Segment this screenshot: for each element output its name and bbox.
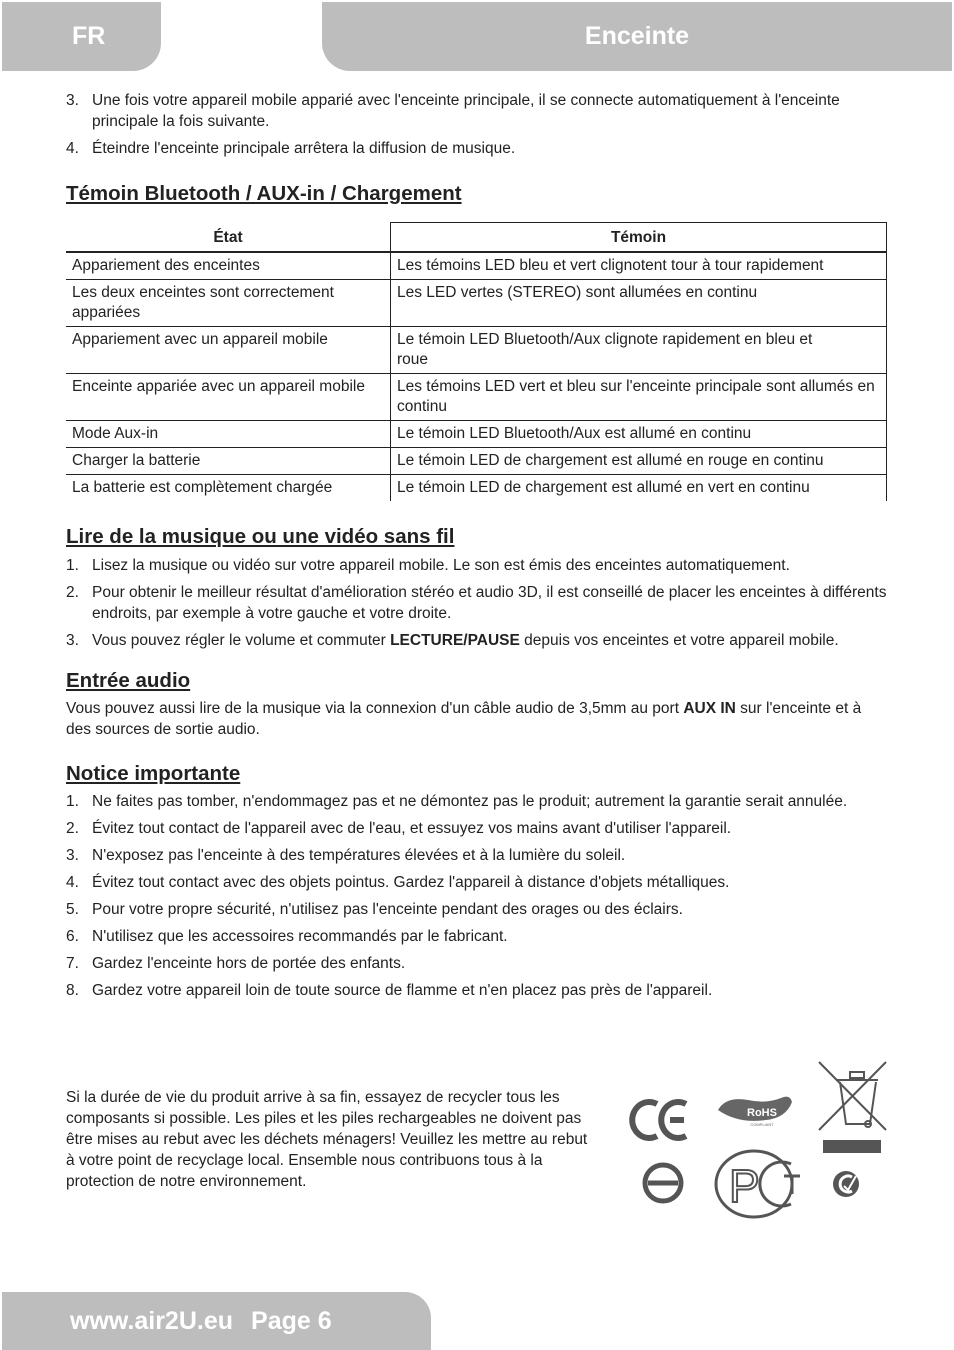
list-item	[66, 926, 888, 947]
table-cell: La batterie est complètement chargée	[66, 475, 391, 502]
item-number: 2.	[66, 820, 79, 837]
list-item	[66, 818, 888, 839]
table-cell: Appariement des enceintes	[66, 252, 391, 280]
c-tick-icon	[833, 1171, 859, 1197]
item-number: 3.	[66, 632, 79, 649]
audio-heading: Entrée audio	[66, 669, 191, 692]
item-text: Gardez l'enceinte hors de portée des enfants.	[92, 955, 406, 972]
item-text: N'exposez pas l'enceinte à des températures élevées et à la lumière du soleil.	[92, 847, 626, 864]
table-row	[66, 252, 887, 280]
list-item	[66, 555, 888, 576]
footer-tab	[2, 1292, 431, 1350]
list-item	[66, 791, 888, 812]
table-cell: Les témoins LED vert et bleu sur l'enceinte principale sont allumés en continu	[391, 374, 887, 421]
language-tab	[2, 2, 161, 71]
eac-gost-icon	[645, 1165, 681, 1201]
item-text: Éteindre l'enceinte principale arrêtera la diffusion de musique.	[92, 140, 516, 157]
play-pause-label: LECTURE/PAUSE	[390, 632, 520, 649]
item-number: 2.	[66, 584, 79, 601]
indicator-table	[66, 222, 887, 501]
item-number: 5.	[66, 901, 79, 918]
table-cell: Le témoin LED Bluetooth/Aux est allumé en continu	[391, 421, 887, 448]
audio-paragraph	[66, 698, 888, 740]
list-item	[66, 980, 888, 1001]
item-text: Lisez la musique ou vidéo sur votre appareil mobile. Le son est émis des enceintes automatiquement.	[92, 557, 790, 574]
notice-list	[66, 791, 888, 1001]
item-number: 4.	[66, 140, 79, 157]
paragraph-text: Vous pouvez aussi lire de la musique via la connexion d'un câble audio de 3,5mm au port	[66, 700, 684, 717]
ce-mark-icon	[632, 1102, 686, 1138]
item-text: Une fois votre appareil mobile apparié avec l'enceinte principale, il se connecte automatiquement à l'enceinte principale la fois suivante.	[92, 92, 840, 130]
item-text: N'utilisez que les accessoires recommandés par le fabricant.	[92, 928, 508, 945]
table-cell: Les deux enceintes sont correctement appariées	[66, 280, 391, 327]
item-text: Ne faites pas tomber, n'endommagez pas et ne démontez pas le produit; autrement la garantie serait annulée.	[92, 793, 848, 810]
item-number: 3.	[66, 92, 79, 109]
paragraph-text: sur l'enceinte et à des sources de sortie audio.	[66, 700, 862, 738]
rohs-compliant-icon	[718, 1097, 792, 1127]
intro-list	[66, 90, 888, 159]
item-text: Évitez tout contact avec des objets pointus. Gardez l'appareil à distance d'objets métalliques.	[92, 874, 730, 891]
item-number: 7.	[66, 955, 79, 972]
wireless-heading: Lire de la musique ou une vidéo sans fil	[66, 525, 455, 548]
pct-certification-icon	[716, 1151, 800, 1217]
table-cell: Les LED vertes (STEREO) sont allumées en continu	[391, 280, 887, 327]
recycling-paragraph: Si la durée de vie du produit arrive à sa fin, essayez de recycler tous les composants si possible. Les piles et les piles rechargeables ne doivent pas être mises au rebut avec les déchets ménagers! Veuillez les mettre au rebut à votre point de recyclage local. Ensemble nous contribuons tous à la protection de notre environnement.	[66, 1089, 588, 1190]
table-row	[66, 475, 887, 502]
table-cell: Mode Aux-in	[66, 421, 391, 448]
list-item	[66, 630, 888, 651]
list-item	[66, 582, 888, 624]
wireless-list	[66, 555, 888, 651]
list-item	[66, 899, 888, 920]
notice-heading: Notice importante	[66, 762, 241, 785]
item-text: Pour obtenir le meilleur résultat d'amélioration stéréo et audio 3D, il est conseillé de placer les enceintes à différents endroits, par exemple à votre gauche et votre droite.	[92, 584, 887, 622]
table-cell: Le témoin LED de chargement est allumé en vert en continu	[391, 475, 887, 502]
item-text: depuis vos enceintes et votre appareil mobile.	[519, 632, 839, 649]
item-text: Vous pouvez régler le volume et commuter	[92, 632, 391, 649]
item-text: Évitez tout contact de l'appareil avec de l'eau, et essuyez vos mains avant d'utiliser l'appareil.	[92, 820, 732, 837]
rohs-label: RoHS	[747, 1107, 777, 1119]
language-label: FR	[72, 22, 106, 50]
page-content	[66, 90, 888, 1007]
list-item	[66, 845, 888, 866]
website-link[interactable]: www.air2U.eu	[70, 1306, 234, 1335]
table-row	[66, 421, 887, 448]
pct-letter: P	[729, 1160, 760, 1212]
page-number: Page 6	[251, 1306, 332, 1335]
list-item	[66, 138, 888, 159]
table-row	[66, 280, 887, 327]
item-number: 4.	[66, 874, 79, 891]
table-cell: Le témoin LED de chargement est allumé en rouge en continu	[391, 448, 887, 475]
column-header-etat: État	[66, 223, 391, 253]
page-title-tab	[322, 2, 952, 71]
table-row	[66, 327, 887, 374]
item-number: 1.	[66, 557, 79, 574]
list-item	[66, 872, 888, 893]
item-text: Gardez votre appareil loin de toute source de flamme et n'en placez pas près de l'appareil.	[92, 982, 713, 999]
item-number: 1.	[66, 793, 79, 810]
table-cell: Enceinte appariée avec un appareil mobile	[66, 374, 391, 421]
page-title: Enceinte	[584, 22, 690, 50]
table-row	[66, 448, 887, 475]
rohs-sub-label: COMPLIANT	[750, 1122, 774, 1127]
item-number: 3.	[66, 847, 79, 864]
item-number: 8.	[66, 982, 79, 999]
list-item	[66, 90, 888, 132]
column-header-temoin: Témoin	[391, 223, 887, 253]
weee-crossed-bin-icon	[819, 1062, 886, 1153]
item-text: Pour votre propre sécurité, n'utilisez pas l'enceinte pendant des orages ou des éclairs.	[92, 901, 683, 918]
table-cell: Charger la batterie	[66, 448, 391, 475]
table-header-row	[66, 223, 887, 253]
table-row	[66, 374, 887, 421]
certification-logos	[626, 1058, 896, 1223]
item-number: 6.	[66, 928, 79, 945]
table-cell: Appariement avec un appareil mobile	[66, 327, 391, 374]
table-cell: Les témoins LED bleu et vert clignotent tour à tour rapidement	[391, 252, 887, 280]
indicator-heading: Témoin Bluetooth / AUX-in / Chargement	[66, 182, 462, 205]
table-cell: Le témoin LED Bluetooth/Aux clignote rapidement en bleu et roue	[391, 327, 887, 374]
list-item	[66, 953, 888, 974]
aux-in-label: AUX IN	[683, 700, 736, 717]
